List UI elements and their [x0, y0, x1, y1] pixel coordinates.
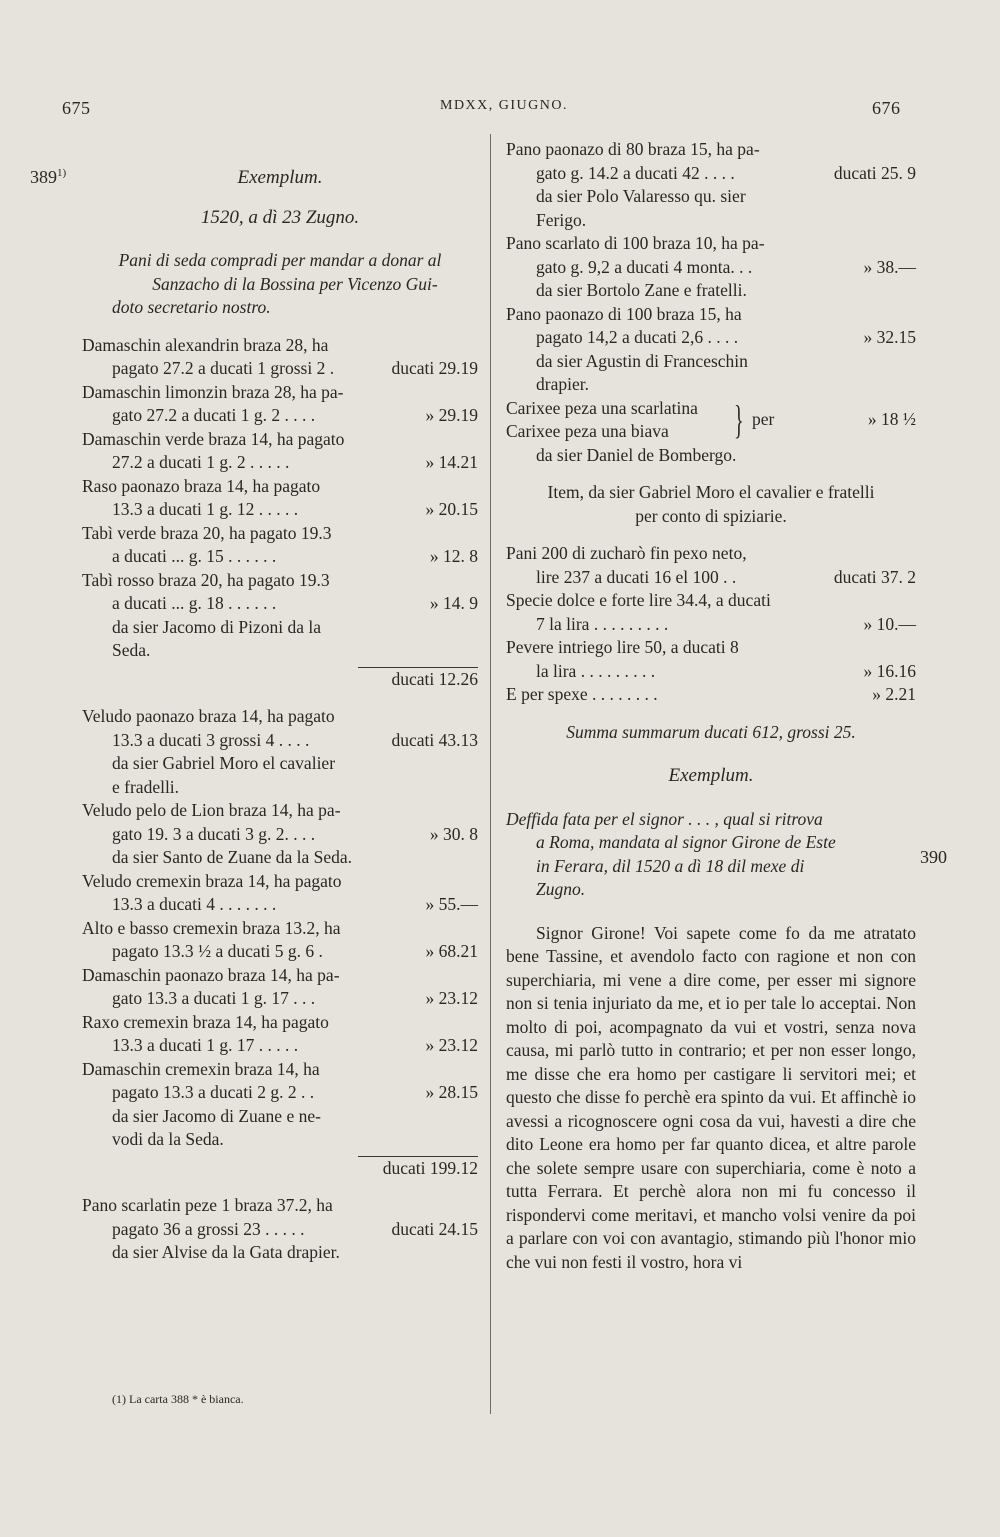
ledger-entry: Tabì verde braza 20, ha pagato 19.3 a ducati ... g. 15 . . . . . . » 12. 8 [82, 522, 478, 566]
supplier-note: da sier Jacomo di Pizoni da la Seda. [112, 616, 321, 660]
exemplum-title: Exemplum. [237, 167, 323, 188]
right-page-number: 676 [872, 98, 901, 118]
supplier-note: da sier Alvise da la Gata drapier. [112, 1242, 340, 1262]
supplier-note: da sier Gabriel Moro el cavalier e fradelli. [112, 753, 336, 797]
ledger-entry: Tabì rosso braza 20, ha pagato 19.3 a ducati ... g. 18 . . . . . . » 14. 9 [82, 569, 478, 613]
date-heading: 1520, a dì 23 Zugno. [200, 206, 360, 228]
ledger-entry: Damaschin cremexin braza 14, ha pagato 13.3 a ducati 2 g. 2 . . » 28.15 [82, 1058, 478, 1102]
ledger-entry: Pano scarlato di 100 braza 10, ha pa- gato g. 9,2 a ducati 4 monta. . . » 38.— [506, 233, 916, 277]
ledger-entry: Damaschin limonzin braza 28, ha pa- gato 27.2 a ducati 1 g. 2 . . . . » 29.19 [82, 381, 478, 425]
subtotal: ducati 12.26 [391, 668, 478, 689]
left-column [82, 166, 478, 1265]
ledger-entry: Veludo cremexin braza 14, ha pagato 13.3 a ducati 4 . . . . . . . » 55.— [82, 870, 478, 914]
ledger-entry: Pano scarlatin peze 1 braza 37.2, ha pagato 36 a grossi 23 . . . . . ducati 24.15 [82, 1195, 478, 1239]
items-group-1 [82, 334, 478, 692]
supplier-note: da sier Santo de Zuane da la Seda. [112, 847, 353, 867]
subtotal: ducati 199.12 [382, 1157, 478, 1178]
ledger-entry: Damaschin alexandrin braza 28, ha pagato 27.2 a ducati 1 grossi 2 . ducati 29.19 [82, 334, 478, 378]
ledger-entry: Veludo pelo de Lion braza 14, ha pa- gato 19. 3 a ducati 3 g. 2. . . . » 30. 8 [82, 800, 478, 844]
supplier-note: da sier Polo Valaresso qu. sier Ferigo. [536, 186, 746, 230]
column-divider [490, 134, 491, 1414]
left-page-number: 675 [62, 98, 91, 118]
footnote: (1) La carta 388 * è bianca. [112, 1392, 244, 1406]
purchase-heading: Pani di seda compradi per mandar a donar al Sanzacho di la Bossina per Vicenzo Gui- doto secretario nostro. [112, 250, 442, 317]
summa-total: Summa summarum ducati 612, grossi 25. [566, 721, 856, 742]
carixee-entry: Carixee peza una scarlatina Carixee peza una biava } per » 18 ½ [506, 397, 916, 442]
running-header: MDXX, GIUGNO. [440, 98, 568, 113]
ledger-entry: Specie dolce e forte lire 34.4, a ducati 7 la lira . . . . . . . . . » 10.— [506, 590, 916, 634]
margin-ref-389: 389$^{1)}$ [30, 167, 67, 187]
ledger-entry: Pano paonazo di 80 braza 15, ha pa- gato g. 14.2 a ducati 42 . . . . ducati 25. 9 [506, 139, 916, 183]
ledger-entry: Raso paonazo braza 14, ha pagato 13.3 a ducati 1 g. 12 . . . . . » 20.15 [82, 475, 478, 519]
letter-paragraph: Signor Girone! Voi sapete come fo da me atratato bene Tassine, et avendolo facto con ragione et non con superchiaria, mi vene a dire come, per esser mi signore non si tenia injuriato da me, et io per tale lo acceptai. Non molto di poi, acompagnato da vui et vostri, senza nova causa, mi parlò tutto in contrario; et per non esser longo, me disse che era homo per castigare li servitori mei; et questo che disse fo perchè era spinto da vui. Et affinchè io avessi a ricognoscere ogni cosa da vui, havesti a dire che dito Leone era homo per far quanto dicea, et altre parole che solete sempre usare con superchiaria, come è noto a tutta Ferrara. Et perchè alora non mi fu concesso il rispondervi come meritavi, et mancho volsi venire da poi a parlare con voi con avantagio, stimando più l'honor mio che vui non festi il vostro, hora vi [506, 922, 916, 1272]
brace-icon: } [734, 397, 744, 442]
ledger-entry: Damaschin paonazo braza 14, ha pa- gato 13.3 a ducati 1 g. 17 . . . » 23.12 [82, 964, 478, 1008]
ledger-entry: Damaschin verde braza 14, ha pagato 27.2 a ducati 1 g. 2 . . . . . » 14.21 [82, 428, 478, 472]
deffida-heading: Deffida fata per el signor . . . , qual si ritrova a Roma, mandata al signor Girone de Este in Ferara, dil 1520 a dì 18 dil mexe di Zugno. [506, 808, 836, 899]
item-heading: Item, da sier Gabriel Moro el cavalier e fratelli per conto di spiziarie. [547, 482, 875, 526]
ledger-entry: E per spexe . . . . . . . . » 2.21 [506, 684, 916, 704]
ledger-entry: Pano paonazo di 100 braza 15, ha pagato 14,2 a ducati 2,6 . . . . » 32.15 [506, 303, 916, 347]
ledger-entry: Alto e basso cremexin braza 13.2, ha pagato 13.3 ½ a ducati 5 g. 6 . » 68.21 [82, 917, 478, 961]
supplier-note: da sier Agustin di Franceschin drapier. [536, 350, 748, 394]
right-column [506, 138, 916, 1274]
supplier-note: da sier Bortolo Zane e fratelli. [536, 280, 747, 300]
exemplum-title-2: Exemplum. [668, 765, 754, 786]
ledger-entry: Veludo paonazo braza 14, ha pagato 13.3 a ducati 3 grossi 4 . . . . ducati 43.13 [82, 706, 478, 750]
supplier-note: da sier Jacomo di Zuane e ne- vodi da la Seda. [112, 1105, 321, 1149]
ledger-entry: Pani 200 di zucharò fin pexo neto, lire 237 a ducati 16 el 100 . . ducati 37. 2 [506, 543, 916, 587]
ledger-entry: Pevere intriego lire 50, a ducati 8 la lira . . . . . . . . . » 16.16 [506, 637, 916, 681]
supplier-note: da sier Daniel de Bombergo. [536, 444, 737, 465]
ledger-entry: Raxo cremexin braza 14, ha pagato 13.3 a ducati 1 g. 17 . . . . . » 23.12 [82, 1011, 478, 1055]
margin-ref-390: 390 [920, 847, 947, 867]
